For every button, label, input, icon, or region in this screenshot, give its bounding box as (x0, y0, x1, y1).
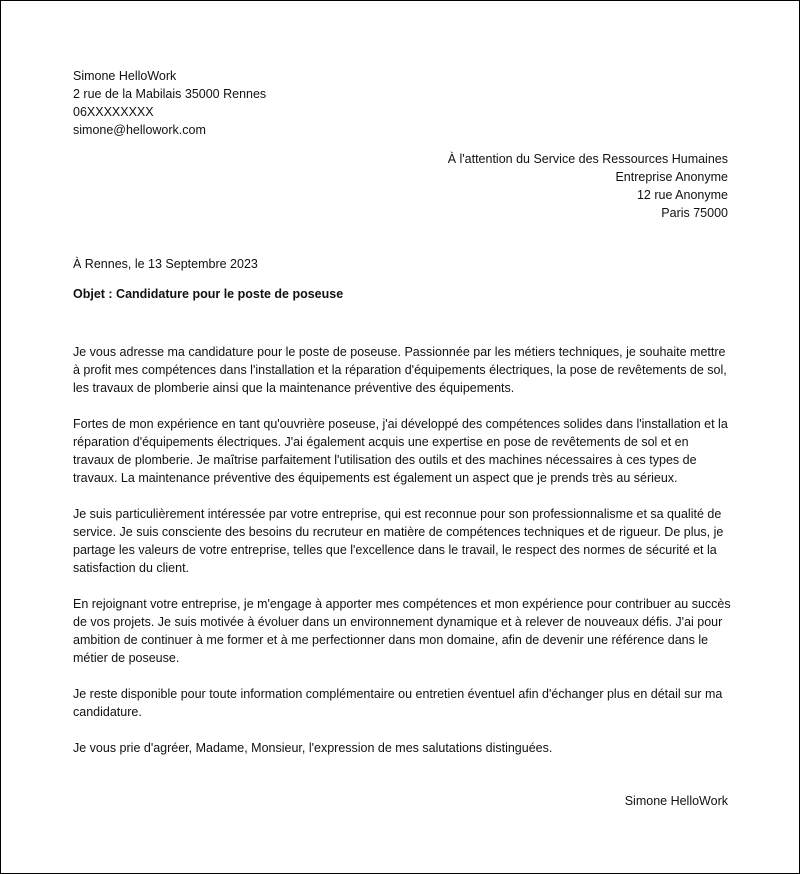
body-paragraph-company: Je suis particulièrement intéressée par votre entreprise, qui est reconnue pour son professionnalisme et sa qualité de service. Je suis consciente des besoins du recruteur en matière de compétences techniques et de rigueur. De plus, je partage les valeurs de votre entreprise, telles que l'excellence dans le travail, le respect des normes de sécurité et la satisfaction du client. (73, 507, 724, 575)
sender-name: Simone HelloWork (73, 69, 177, 83)
body-paragraph-intro: Je vous adresse ma candidature pour le poste de poseuse. Passionnée par les métiers techniques, je souhaite mettre à profit mes compétences dans l'installation et la réparation d'équipements électriques, la pose de revêtements de sol, les travaux de plomberie ainsi que la maintenance préventive des équipements. (73, 345, 727, 395)
sender-address: 2 rue de la Mabilais 35000 Rennes (73, 87, 267, 101)
body-paragraph-experience: Fortes de mon expérience en tant qu'ouvrière poseuse, j'ai développé des compétences solides dans l'installation et la réparation d'équipements électriques. J'ai également acquis une expertise en pose de revêtements de sol et en travaux de plomberie. Je maîtrise parfaitement l'utilisation des outils et des machines nécessaires à ces types de travaux. La maintenance préventive des équipements est également un aspect que je prends très au sérieux. (73, 417, 728, 485)
subject-line: Objet : Candidature pour le poste de poseuse (73, 287, 344, 301)
body-paragraph-availability: Je reste disponible pour toute information complémentaire ou entretien éventuel afin d'échanger plus en détail sur ma candidature. (73, 687, 723, 719)
body-paragraph-commitment: En rejoignant votre entreprise, je m'engage à apporter mes compétences et mon expérience pour contribuer au succès de vos projets. Je suis motivée à évoluer dans un environnement dynamique et à relever de nouveaux défis. J'ai pour ambition de continuer à me former et à me perfectionner dans mon domaine, afin de devenir une référence dans le métier de poseuse. (73, 597, 731, 665)
letter-body (73, 343, 733, 775)
sender-phone: 06XXXXXXXX (73, 105, 154, 119)
date-line: À Rennes, le 13 Septembre 2023 (73, 257, 258, 271)
recipient-street: 12 rue Anonyme (636, 188, 728, 202)
sender-email: simone@hellowork.com (73, 123, 206, 137)
body-paragraph-closing: Je vous prie d'agréer, Madame, Monsieur, l'expression de mes salutations distinguées. (73, 741, 553, 755)
recipient-company: Entreprise Anonyme (615, 170, 728, 184)
sender-block (73, 67, 266, 139)
recipient-city: Paris 75000 (661, 206, 728, 220)
recipient-attention: À l'attention du Service des Ressources Humaines (447, 152, 728, 166)
signature: Simone HelloWork (624, 794, 728, 808)
recipient-block (448, 150, 728, 222)
